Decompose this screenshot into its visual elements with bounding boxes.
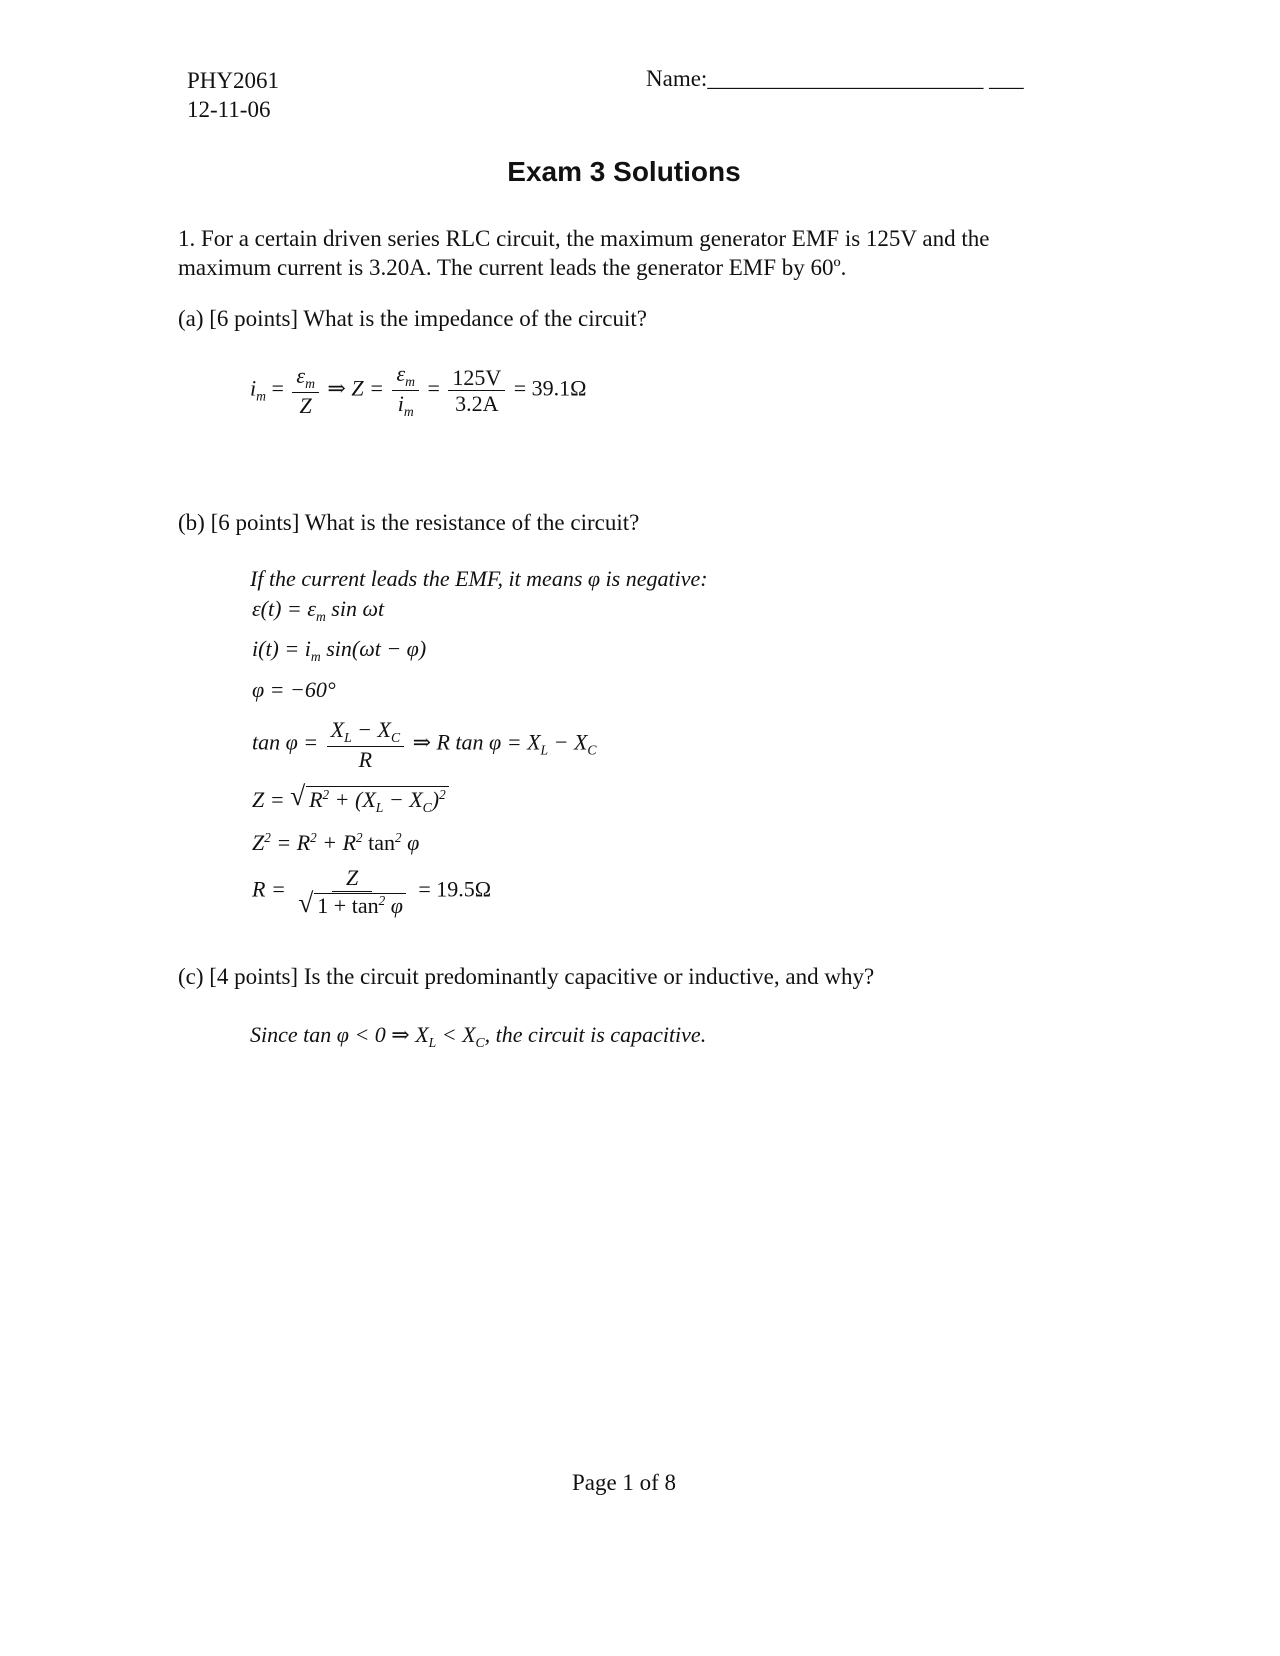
part-b-intro: If the current leads the EMF, it means φ is negative:: [250, 566, 708, 591]
part-c-answer: Since tan φ < 0 ⇒ $X_L < X_C$, the circuit is capacitive.: [250, 1022, 707, 1050]
fraction-reactance-over-r: $\frac{X_L - X_C}{R}$: [327, 718, 404, 771]
current-equation: $i(t) = i_m$ sin(ωt − φ): [252, 636, 427, 664]
sqrt-expression: √ $R^2 + (X_L - X_C)^2$: [290, 786, 449, 816]
fraction-values: $\frac{125V}{3.2A}$: [448, 366, 505, 415]
fraction-emf-over-z: $\frac{\varepsilon_m}{Z}$: [292, 364, 319, 417]
resistance-result: = 19.5Ω: [418, 876, 492, 902]
statement-line-1: 1. For a certain driven series RLC circuit, the maximum generator EMF is 125V and the: [178, 226, 990, 251]
name-field: [646, 66, 1024, 92]
fraction-emf-over-i: $\frac{\varepsilon_m}{i_m}$: [392, 362, 419, 419]
part-c-question: (c) [4 points] Is the circuit predominantly capacitive or inductive, and why?: [178, 964, 875, 989]
problem-1-statement: [178, 224, 1178, 282]
part-b-question: (b) [6 points] What is the resistance of the circuit?: [178, 510, 640, 535]
impedance-formula: Z = √ $R^2 + (X_L - X_C)^2$: [252, 786, 449, 816]
name-blank: ________________________ ___: [707, 66, 1024, 91]
part-a-equation: $i_m$ = $\frac{\varepsilon_m}{Z}$ ⇒ Z = $\frac{\varepsilon_m}{i_m}$ = $\frac{125V}{3.2A}$ = 39.1Ω: [250, 361, 587, 419]
phase-value: φ = −60°: [252, 677, 336, 702]
page-number: Page 1 of 8: [571, 1470, 677, 1495]
resistance-equation: R = Z √ $1 + \tan^2 \varphi$ = 19.5Ω: [252, 865, 492, 919]
z-squared-equation: $Z^2 = R^2 + R^2$ $\tan^2 \varphi$: [252, 830, 420, 855]
page-title: Exam 3 Solutions: [507, 156, 741, 187]
exam-date: 12-11-06: [187, 97, 271, 122]
course-code: PHY2061: [187, 68, 280, 93]
name-label: Name:: [646, 66, 708, 91]
impedance-result: = 39.1Ω: [513, 375, 587, 401]
tan-phi-equation: tan φ = $\frac{X_L - X_C}{R}$ ⇒ R $\tan \varphi = X_L - X_C$: [252, 717, 597, 773]
fraction-z-over-sqrt: Z √ $1 + \tan^2 \varphi$: [294, 866, 410, 917]
statement-line-2: maximum current is 3.20A. The current leads the generator EMF by 60º.: [178, 255, 847, 280]
emf-equation: $\varepsilon(t) = \varepsilon_m$ sin ωt: [252, 596, 385, 624]
part-a-question: (a) [6 points] What is the impedance of the circuit?: [178, 306, 647, 331]
